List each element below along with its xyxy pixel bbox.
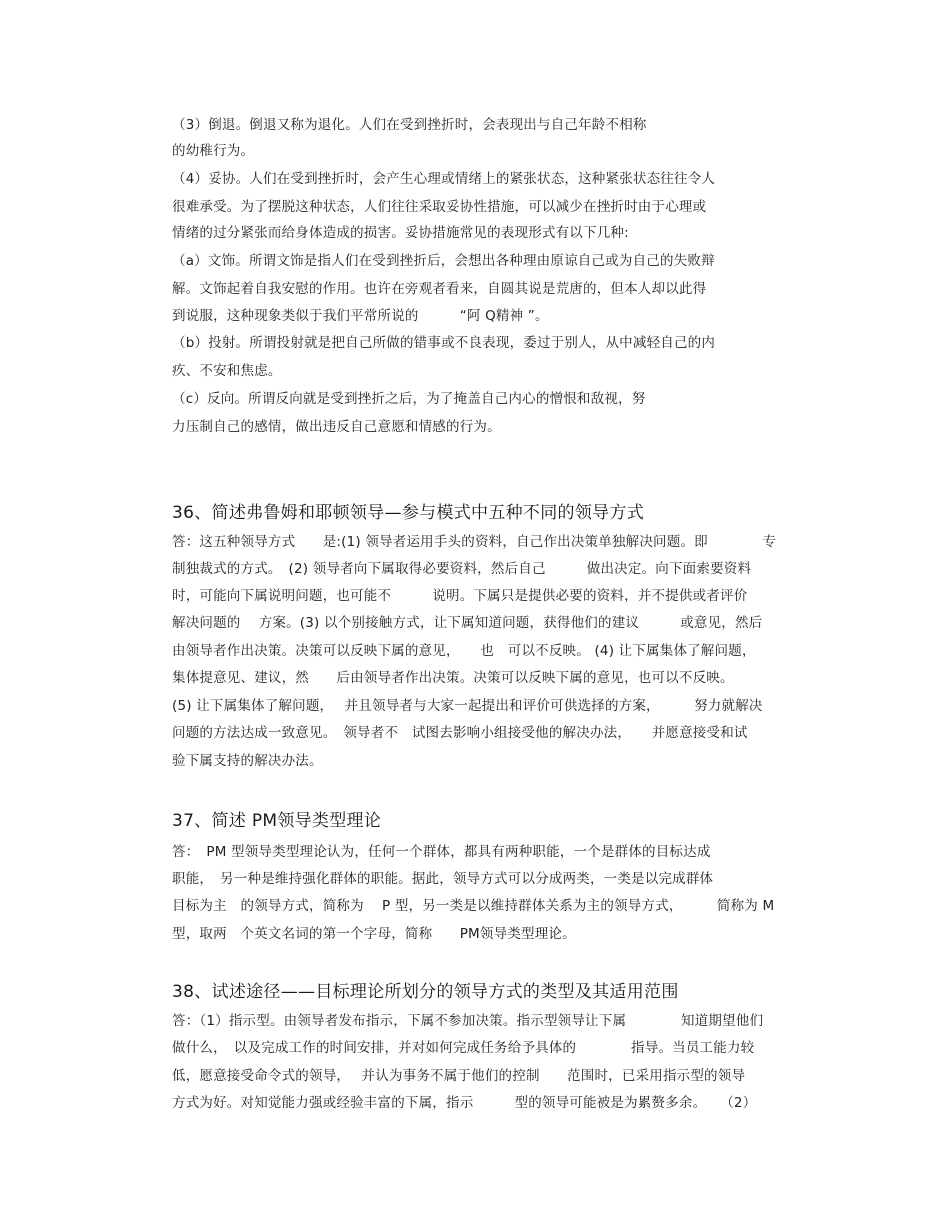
text-line: 情绪的过分紧张而给身体造成的损害。妥协措施常见的表现形式有以下几种: [172, 225, 629, 241]
text-line: 答：（1）指示型。由领导者发布指示，下属不参加决策。指示型领导让下属 知道期望他们 [172, 1013, 764, 1029]
text-line: 集体提意见、建议，然 后由领导者作出决策。决策可以反映下属的意见，也可以不反映。 [172, 670, 734, 686]
text-line: 力压制自己的感情，做出违反自己意愿和情感的行为。 [172, 419, 501, 435]
question-38-heading: 38、试述途径——目标理论所划分的领导方式的类型及其适用范围 [172, 982, 679, 1002]
text-line: 很难承受。为了摆脱这种状态，人们往往采取妥协性措施，可以减少在挫折时由于心理或 [172, 199, 707, 215]
text-line: 做什么， 以及完成工作的时间安排，并对如何完成任务给予具体的 指导。当员工能力较 [172, 1040, 755, 1056]
text-line: 时，可能向下属说明问题，也可能不 说明。下属只是提供必要的资料，并不提供或者评价 [172, 588, 748, 604]
text-line: 问题的方法达成一致意见。 领导者不 试图去影响小组接受他的解决办法， 并愿意接受和试 [172, 725, 748, 741]
text-line: (5) 让下属集体了解问题， 并且领导者与大家一起提出和评价可供选择的方案， 努力就解决 [172, 698, 763, 714]
text-line: （b）投射。所谓投射就是把自己所做的错事或不良表现，委过于别人，从中减轻自己的内 [172, 335, 716, 351]
text-line: 低，愿意接受命令式的领导， 并认为事务不属于他们的控制 范围时，已采用指示型的领导 [172, 1068, 746, 1084]
text-line: （c）反向。所谓反向就是受到挫折之后，为了掩盖自己内心的憎恨和敌视，努 [172, 391, 646, 407]
text-line: （a）文饰。所谓文饰是指人们在受到挫折后，会想出各种理由原谅自己或为自己的失败辩 [172, 253, 715, 269]
text-line: 职能， 另一种是维持强化群体的职能。据此，领导方式可以分成两类，一类是以完成群体 [172, 871, 714, 887]
question-36-heading: 36、简述弗鲁姆和耶顿领导—参与模式中五种不同的领导方式 [172, 503, 645, 523]
text-line: 答：这五种领导方式 是:(1) 领导者运用手头的资料，自己作出决策单独解决问题。即 专 [172, 534, 777, 550]
text-line: 答： PM 型领导类型理论认为，任何一个群体，都具有两种职能，一个是群体的目标达成 [172, 844, 711, 860]
text-line: 制独裁式的方式。 (2) 领导者向下属取得必要资料，然后自己 做出决定。向下面索要资料 [172, 561, 752, 577]
text-line: 型，取两 个英文名词的第一个字母，简称 PM领导类型理论。 [172, 926, 576, 942]
text-line: （4）妥协。人们在受到挫折时，会产生心理或情绪上的紧张状态，这种紧张状态往往令人 [172, 171, 716, 187]
text-line: 的幼稚行为。 [172, 143, 255, 159]
text-line: （3）倒退。倒退又称为退化。人们在受到挫折时，会表现出与自己年龄不相称 [172, 117, 647, 133]
text-line: 方式为好。对知觉能力强或经验丰富的下属，指示 型的领导可能被是为累赘多余。 （2） [172, 1095, 757, 1111]
text-line: 验下属支持的解决办法。 [172, 753, 323, 769]
text-line: 解决问题的 方案。(3) 以个别接触方式，让下属知道问题，获得他们的建议 或意见，然后 [172, 615, 763, 631]
text-line: 由领导者作出决策。决策可以反映下属的意见， 也 可以不反映。 (4) 让下属集体了解问题， [172, 643, 756, 659]
text-line: 到说服，这种现象类似于我们平常所说的 “阿 Q精神 ”。 [172, 308, 549, 324]
text-line: 目标为主 的领导方式，简称为 P 型，另一类是以维持群体关系为主的领导方式， 简称为 M [172, 898, 775, 914]
text-line: 解。文饰起着自我安慰的作用。也许在旁观者看来，自圆其说是荒唐的，但本人却以此得 [172, 281, 707, 297]
text-line: 疚、不安和焦虑。 [172, 363, 282, 379]
question-37-heading: 37、简述 PM领导类型理论 [172, 811, 382, 831]
